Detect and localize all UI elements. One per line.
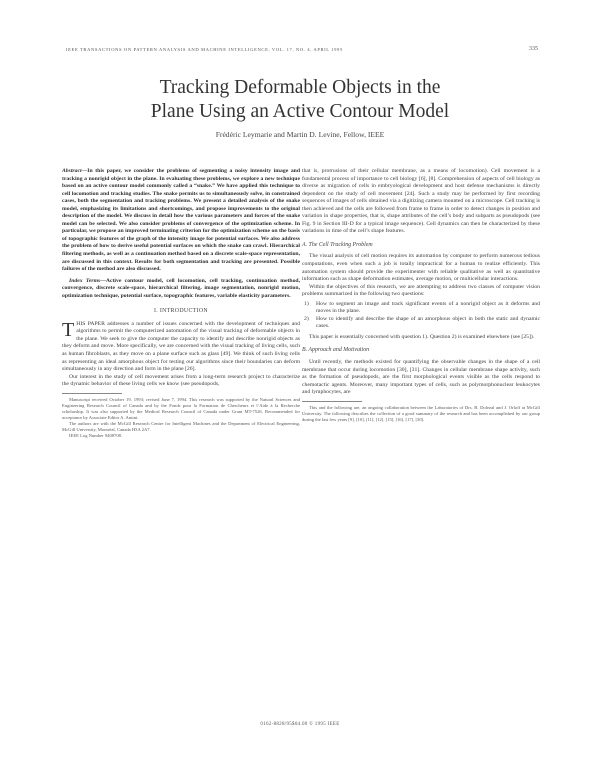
author-line: Frédéric Leymarie and Martin D. Levine, Fellow, IEEE	[215, 130, 385, 139]
questions-list	[302, 301, 540, 331]
page-number: 335	[529, 46, 538, 52]
abstract	[62, 168, 300, 274]
left-column	[62, 168, 300, 439]
list-item-number: 1)	[304, 300, 309, 307]
right-paragraph-4: This paper is essentially concerned with question 1). Question 2) is examined elsewhere (see [25]).	[309, 333, 535, 340]
title-line-1: Tracking Deformable Objects in the	[159, 77, 441, 98]
footnote-log-number: IEEE Log Number 9408708.	[69, 433, 123, 439]
index-terms-lead: Index Terms—	[69, 277, 106, 284]
right-paragraph-2: The visual analysis of cell motion requires its automation by computer to perform numerous tedious computations, even when such a job is totally impractical for a human to realize efficiently. This automation system should provide the experimenter with reliable qualitative as well as quantitative information such as shape deformation estimates, average motion, or multicellular interactions.	[302, 253, 540, 283]
abstract-lead: Abstract—	[62, 168, 88, 174]
intro-paragraph-1	[62, 318, 300, 374]
footnote-divider-right	[302, 401, 362, 402]
intro-paragraph-2: Our interest in the study of cell movement arises from a long-term research project to characterize the dynamic behavior of these living cells we know (see pseudopods,	[62, 373, 300, 388]
section-heading-introduction: I. INTRODUCTION	[154, 308, 208, 315]
copyright-footer: 0162-8828/95$04.00 © 1995 IEEE	[260, 722, 340, 727]
abstract-body: In this paper, we consider the problems of segmenting a noisy intensity image and tracking a nonrigid object in the plane. In evaluating these problems, we explore a new technique based on an active contour model commonly called a “snake.” We have applied this technique to cell locomotion and tracking studies. The snake permits us to simultaneously solve, in constrained cases, both the segmentation and tracking problems. We present a detailed analysis of the snake model, emphasizing its limitations and shortcomings, and propose improvements to the original description of the model. We discuss in detail how the various parameters and forces of the snake model can be selected. We also consider problems of convergence of the optimization scheme. In particular, we propose an improved terminating criterion for the optimization scheme on the basis of topographic features of the graph of the intensity image for potential surfaces. We also address the problem of how to derive useful potential surfaces on which the snake can crawl. Hierarchical filtering methods, as well as a continuation method based on a discrete scale-space representation, are discussed in this context. Results for both segmentation and tracking are presented. Possible failures of the method are also discussed.	[62, 168, 300, 273]
footnote-affiliation: The authors are with the McGill Research Centre for Intelligent Machines and the Department of Electrical Engineering, McGill University, Montréal, Canada H3A 2A7.	[62, 421, 300, 433]
footnote-collaboration: This and the following are, an ongoing collaboration between the Laboratories of Drs. B. Dolezal and J. Orloff at McGill University. The following describes the collection of a good summary of the research and has been accomplished by our group during the last few years [9], [10], [11], [12], [15], [16], [17], [30].	[302, 404, 540, 422]
footnote-divider	[62, 393, 122, 394]
right-paragraph-5: Until recently, the methods existed for quantifying the observable changes in the shape of a cell membrane that occur during locomotion [30], [31]. Changes in cellular membrane shape activity, such as the formation of pseudopods, are the first morphological events visible as the cells respond to chemotactic agents. Moreover, many important types of cells, such as polymorphonuclear leukocytes and lymphocytes, are	[302, 359, 540, 396]
subsection-heading-cell-tracking: A. The Cell Tracking Problem	[302, 241, 373, 248]
list-item	[302, 301, 540, 316]
right-column	[302, 168, 540, 423]
title-line-2: Plane Using an Active Contour Model	[150, 101, 450, 122]
intro-paragraph-1-text: HIS PAPER addresses a number of issues concerned with the development of techniques and algorithms to permit the computerized automation of the visual tracking of deformable objects in the plane. We seek to give the computer the capacity to identify and describe nonrigid objects as they deform and move. More specifically, we are concerned with the visual tracking of living cells, such as human fibroblasts, as they move on a plane surface such as glass [49]. We think of such living cells as representing an ideal amorphous object for testing our algorithms since their boundaries can deform simultaneously in any direction and form in the plane [26].	[62, 320, 300, 373]
subsection-heading-approach: B. Approach and Motivation	[302, 347, 370, 354]
index-terms	[62, 278, 300, 301]
list-item	[302, 316, 540, 331]
running-head: IEEE TRANSACTIONS ON PATTERN ANALYSIS AND MACHINE INTELLIGENCE, VOL. 17, NO. 4, APRIL 1995	[66, 47, 343, 52]
list-item-text: How to segment an image and track significant events of a nonrigid object as it deforms and moves in the plane.	[316, 300, 540, 315]
drop-cap: T	[62, 318, 75, 341]
right-paragraph-3: Within the objectives of this research, we are attempting to address two classes of computer vision problems summarized in the following two questions:	[302, 283, 540, 298]
list-item-number: 2)	[304, 315, 309, 322]
paper-title	[0, 76, 600, 124]
index-terms-body: Active contour model, cell locomotion, cell tracking, continuation method, convergence, discrete scale-space, hierarchical filtering, image segmentation, nonrigid motion, optimization technique, potential surface, topographic features, variable elasticity parameters.	[62, 277, 300, 299]
right-paragraph-1: that is, protrusions of their cellular membrane, as a means of locomotion). Cell movement is a fundamental process of importance to cell biology [6], [8]. Comprehension of aspects of cell biology as diverse as migration of cells in embryological development and host defense mechanisms is directly dependent on the study of cell movement [24]. Such a study may be performed by first recording sequences of images of cells obtained via a digitizing camera mounted on a microscope. Cell tracking is then achieved and the cells are followed from frame to frame in order to detect changes in position and variation in shape properties, that is, shape attributes of the cell’s body and subparts as pseudopods (see Fig. 9 in Section III-D for a typical image sequence). Cell dynamics can then be characterized by these variations in time of the cell’s shape features.	[302, 168, 540, 235]
footnote-manuscript: Manuscript received October 19, 1993; revised June 7, 1994. This research was supported by the Natural Sciences and Engineering Research Council of Canada and by the Fonds pour la Formation de Chercheurs et l’Aide à la Recherche scholarship. It was also supported by the Medical Research Council of Canada under Grant MT-7526. Recommended for acceptance by Associate Editor A. Amini.	[62, 396, 300, 421]
list-item-text: How to identify and describe the shape of an amorphous object in both the static and dynamic cases.	[316, 315, 540, 330]
